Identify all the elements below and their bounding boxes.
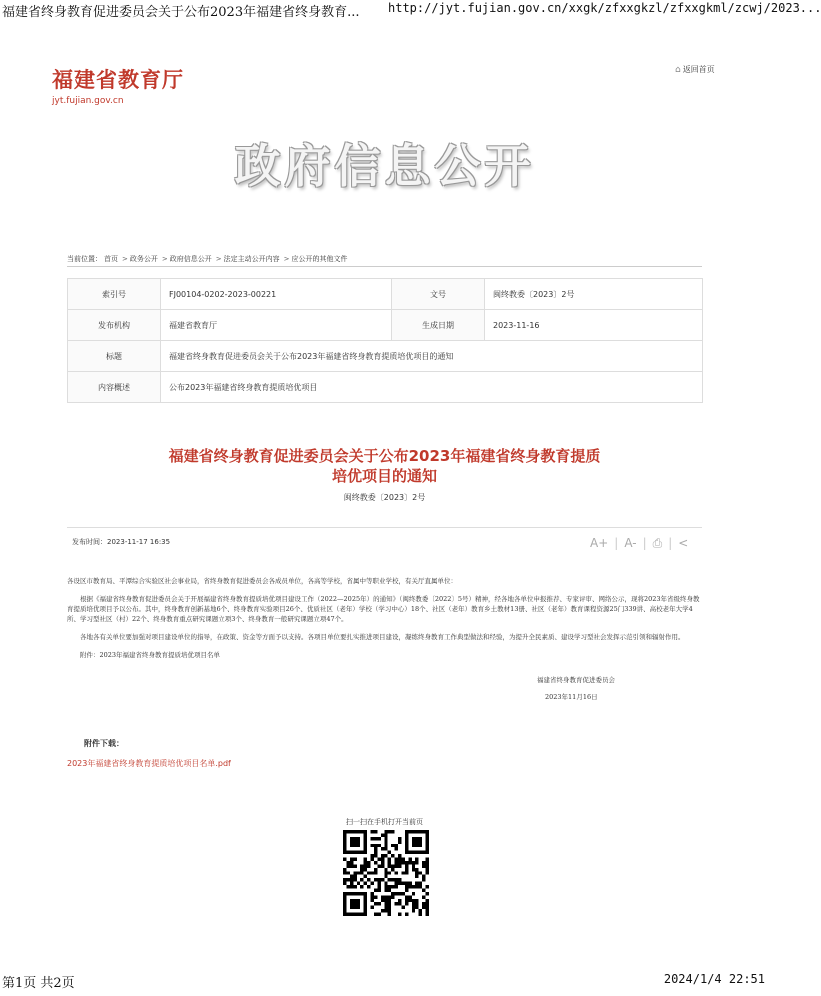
toolbar-separator: | <box>642 536 647 550</box>
qr-code <box>343 830 429 916</box>
breadcrumb-item-statutory[interactable]: 法定主动公开内容 <box>223 255 280 263</box>
table-row <box>68 341 703 372</box>
attachments-heading: 附件下载： <box>84 739 124 748</box>
publish-time: 发布时间：2023-11-17 16:35 <box>72 538 171 546</box>
breadcrumb-label: 当前位置： <box>67 255 102 263</box>
breadcrumb-item-gov-affairs[interactable]: 政务公开 <box>129 255 158 263</box>
date-label: 生成日期 <box>392 310 485 341</box>
print-header-title: 福建省终身教育促进委员会关于公布2023年福建省终身教育... <box>2 5 360 20</box>
page-banner: 政府信息公开 <box>234 139 535 193</box>
article-paragraph-2: 各地各有关单位要加强对项目建设单位的指导，在政策、资金等方面予以支持。各项目单位要扎实推进项目建设，凝练终身教育工作典型做法和经验，为提升全民素质、建设学习型社会发挥示范引领和辐射作用。 <box>80 633 685 641</box>
title-label: 标题 <box>68 341 161 372</box>
index-value: FJ00104-0202-2023-00221 <box>161 279 392 310</box>
summary-label: 内容概述 <box>68 372 161 403</box>
title-value: 福建省终身教育促进委员会关于公布2023年福建省终身教育提质培优项目的通知 <box>161 341 703 372</box>
summary-value: 公布2023年福建省终身教育提质培优项目 <box>161 372 703 403</box>
article-title-line2: 培优项目的通知 <box>331 467 437 485</box>
table-row <box>68 279 703 310</box>
print-footer <box>0 972 769 990</box>
print-footer-datetime: 2024/1/4 22:51 <box>663 972 765 986</box>
home-link[interactable] <box>675 64 715 75</box>
article-sign-date: 2023年11月16日 <box>545 693 598 701</box>
article-doc-number: 闽终教委〔2023〕2号 <box>343 493 426 502</box>
site-logo-text: 福建省教育厅 <box>52 67 184 92</box>
docno-value: 闽终教委〔2023〕2号 <box>485 279 703 310</box>
breadcrumb <box>67 254 350 264</box>
article-paragraph-1: 根据《福建省终身教育促进委员会关于开展福建省终身教育提质培优项目建设工作（2022—2025年）的通知》（闽终教委〔2022〕5号）精神，经各地各单位申报推荐、专家评审、网络公示，现将2023年省级终身教育提质培优项目予以公布。其中，终身教育创新基地6个、终身教育实验项目26个、优质社区（老年）学校（学习中心）18个、社区（老年）教育乡土教材13册、社区（老年）教育课程资源25门339讲、高校老年大学4所、学习型社区（村）22个、终身教育重点研究课题立项3个、终身教育一般研究课题立项47个。 <box>67 595 700 623</box>
print-header <box>0 0 821 20</box>
breadcrumb-divider <box>67 266 702 267</box>
table-row <box>68 310 703 341</box>
font-decrease-button[interactable]: A- <box>624 536 637 550</box>
article-title-line1: 福建省终身教育促进委员会关于公布2023年福建省终身教育提质 <box>168 447 601 465</box>
qr-label: 扫一扫在手机打开当前页 <box>346 818 423 826</box>
breadcrumb-item-other-docs[interactable]: 应公开的其他文件 <box>291 255 348 263</box>
toolbar-separator: | <box>668 536 673 550</box>
breadcrumb-separator: > <box>283 255 290 263</box>
site-logo[interactable] <box>52 64 184 106</box>
metadata-table <box>67 278 703 403</box>
home-icon: ⌂ <box>675 65 681 75</box>
docno-label: 文号 <box>392 279 485 310</box>
toolbar-separator: | <box>614 536 619 550</box>
article-signature: 福建省终身教育促进委员会 <box>537 676 615 684</box>
breadcrumb-separator: > <box>122 255 128 263</box>
article-salutation: 各设区市教育局、平潭综合实验区社会事业局，省终身教育促进委员会各成员单位，各高等学校，省属中等职业学校，有关厅直属单位： <box>67 577 457 585</box>
article-title <box>0 446 769 486</box>
site-logo-url: jyt.fujian.gov.cn <box>52 96 124 106</box>
font-increase-button[interactable]: A+ <box>590 536 609 550</box>
breadcrumb-item-gov-info[interactable]: 政府信息公开 <box>169 255 212 263</box>
date-value: 2023-11-16 <box>485 310 703 341</box>
index-label: 索引号 <box>68 279 161 310</box>
publisher-value: 福建省教育厅 <box>161 310 392 341</box>
attachment-download-link[interactable]: 2023年福建省终身教育提质培优项目名单.pdf <box>67 759 231 768</box>
breadcrumb-separator: > <box>161 255 168 263</box>
article-divider <box>67 527 702 528</box>
home-link-label: 返回首页 <box>682 65 715 74</box>
share-icon[interactable]: < <box>678 536 689 550</box>
article-attachment-note: 附件：2023年福建省终身教育提质培优项目名单 <box>80 651 221 659</box>
print-header-url: http://jyt.fujian.gov.cn/xxgk/zfxxgkzl/zfxxgkml/zcwj/2023... <box>388 1 821 15</box>
print-footer-page: 第1页 共2页 <box>2 976 75 991</box>
article-body <box>67 576 702 668</box>
breadcrumb-separator: > <box>215 255 222 263</box>
breadcrumb-item-home[interactable]: 首页 <box>104 255 118 263</box>
table-row <box>68 372 703 403</box>
print-icon[interactable]: ⎙ <box>652 536 663 550</box>
article-toolbar <box>590 536 694 551</box>
publisher-label: 发布机构 <box>68 310 161 341</box>
